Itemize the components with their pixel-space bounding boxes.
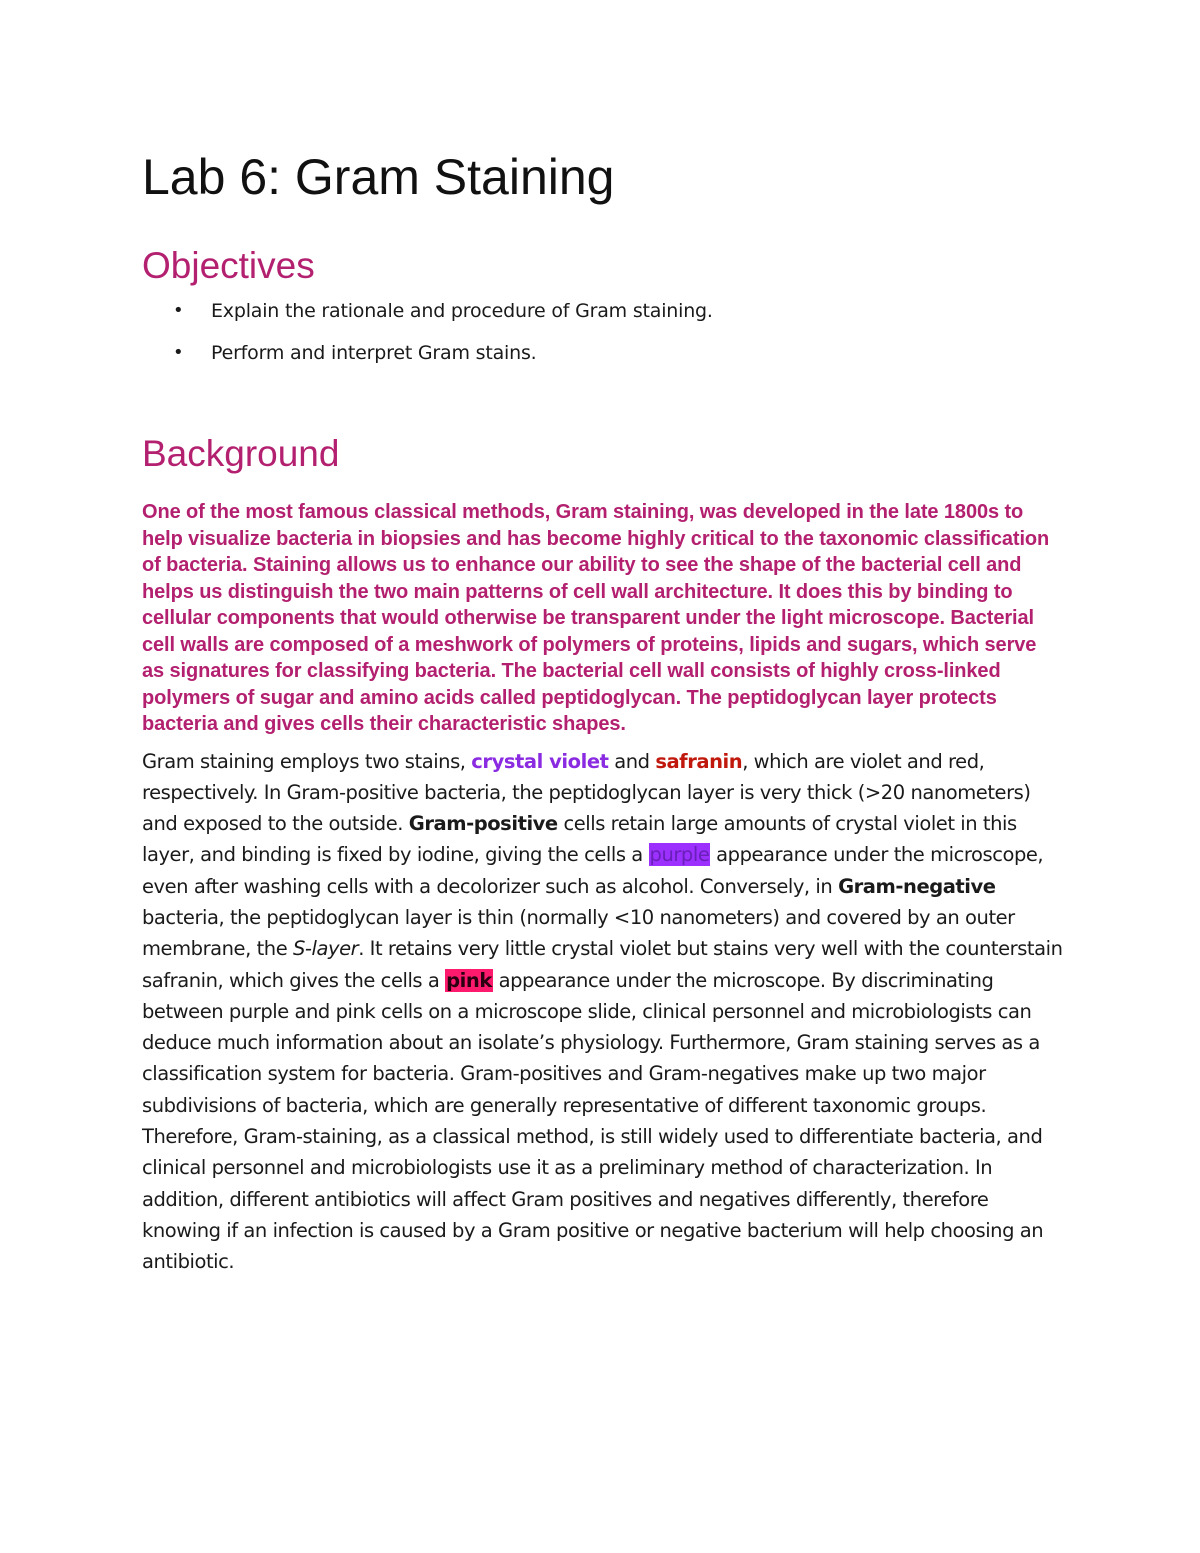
gram-positive-term: Gram-positive (408, 812, 558, 836)
document-page (142, 145, 1062, 1278)
bullet-icon: • (173, 300, 184, 321)
background-heading: Background (142, 433, 340, 474)
purple-highlight: purple (649, 843, 710, 867)
text-run: cells retain large amounts of crystal violet in this layer, and binding is fixed by iodine, giving the cells a (142, 812, 1017, 867)
s-layer-term: S-layer (293, 937, 359, 961)
page-title: Lab 6: Gram Staining (142, 149, 615, 205)
objectives-heading: Objectives (142, 245, 315, 286)
text-run: , which are violet and red, respectively. In Gram-positive bacteria, the peptidoglycan layer is very thick (>20 nanometers) and exposed to the outside. (142, 749, 1031, 836)
objective-item (142, 339, 1062, 367)
background-intro: One of the most famous classical methods, Gram staining, was developed in the late 1800s to help visualize bacteria in biopsies and has become highly critical to the taxonomic classification of bacteria. Staining allows us to enhance our ability to see the shape of the bacterial cell and helps us distinguish the two main patterns of cell wall architecture. It does this by binding to cellular components that would otherwise be transparent under the light microscope. Bacterial cell walls are composed of a meshwork of polymers of proteins, lipids and sugars, which serve as signatures for classifying bacteria. The bacterial cell wall consists of highly cross-linked polymers of sugar and amino acids called peptidoglycan. The peptidoglycan layer protects bacteria and gives cells their characteristic shapes. (142, 501, 1050, 735)
text-run: . It retains very little crystal violet but stains very well with the counterstain safranin, which gives the cells a (142, 937, 1063, 992)
text-run: appearance under the microscope. By discriminating between purple and pink cells on a microscope slide, clinical personnel and microbiologists can deduce much information about an isolate’s physiology. Furthermore, Gram staining serves as a classification system for bacteria. Gram-positives and Gram-negatives make up two major subdivisions of bacteria, which are generally representative of different taxonomic groups. Therefore, Gram-staining, as a classical method, is still widely used to differentiate bacteria, and clinical personnel and microbiologists use it as a preliminary method of characterization. In addition, different antibiotics will affect Gram positives and negatives differently, therefore knowing if an infection is caused by a Gram positive or negative bacterium will help choosing an antibiotic. (142, 968, 1044, 1274)
text-run: appearance under the microscope, even after washing cells with a decolorizer such as alcohol. Conversely, in (142, 843, 1044, 898)
crystal-violet-term: crystal violet (471, 749, 609, 773)
objective-item (142, 297, 1062, 325)
objectives-list (142, 297, 1062, 367)
text-run: and (608, 749, 656, 773)
background-paragraph (142, 746, 1067, 1278)
text-run: bacteria, the peptidoglycan layer is thin (normally <10 nanometers) and covered by an outer membrane, the (142, 905, 1015, 961)
bullet-icon: • (173, 342, 184, 363)
pink-highlight: pink (446, 968, 492, 992)
gram-negative-term: Gram-negative (838, 874, 996, 898)
objective-text: Perform and interpret Gram stains. (211, 342, 537, 364)
safranin-term: safranin (655, 749, 743, 773)
text-run: Gram staining employs two stains, (142, 749, 472, 773)
objective-text: Explain the rationale and procedure of Gram staining. (211, 300, 713, 322)
